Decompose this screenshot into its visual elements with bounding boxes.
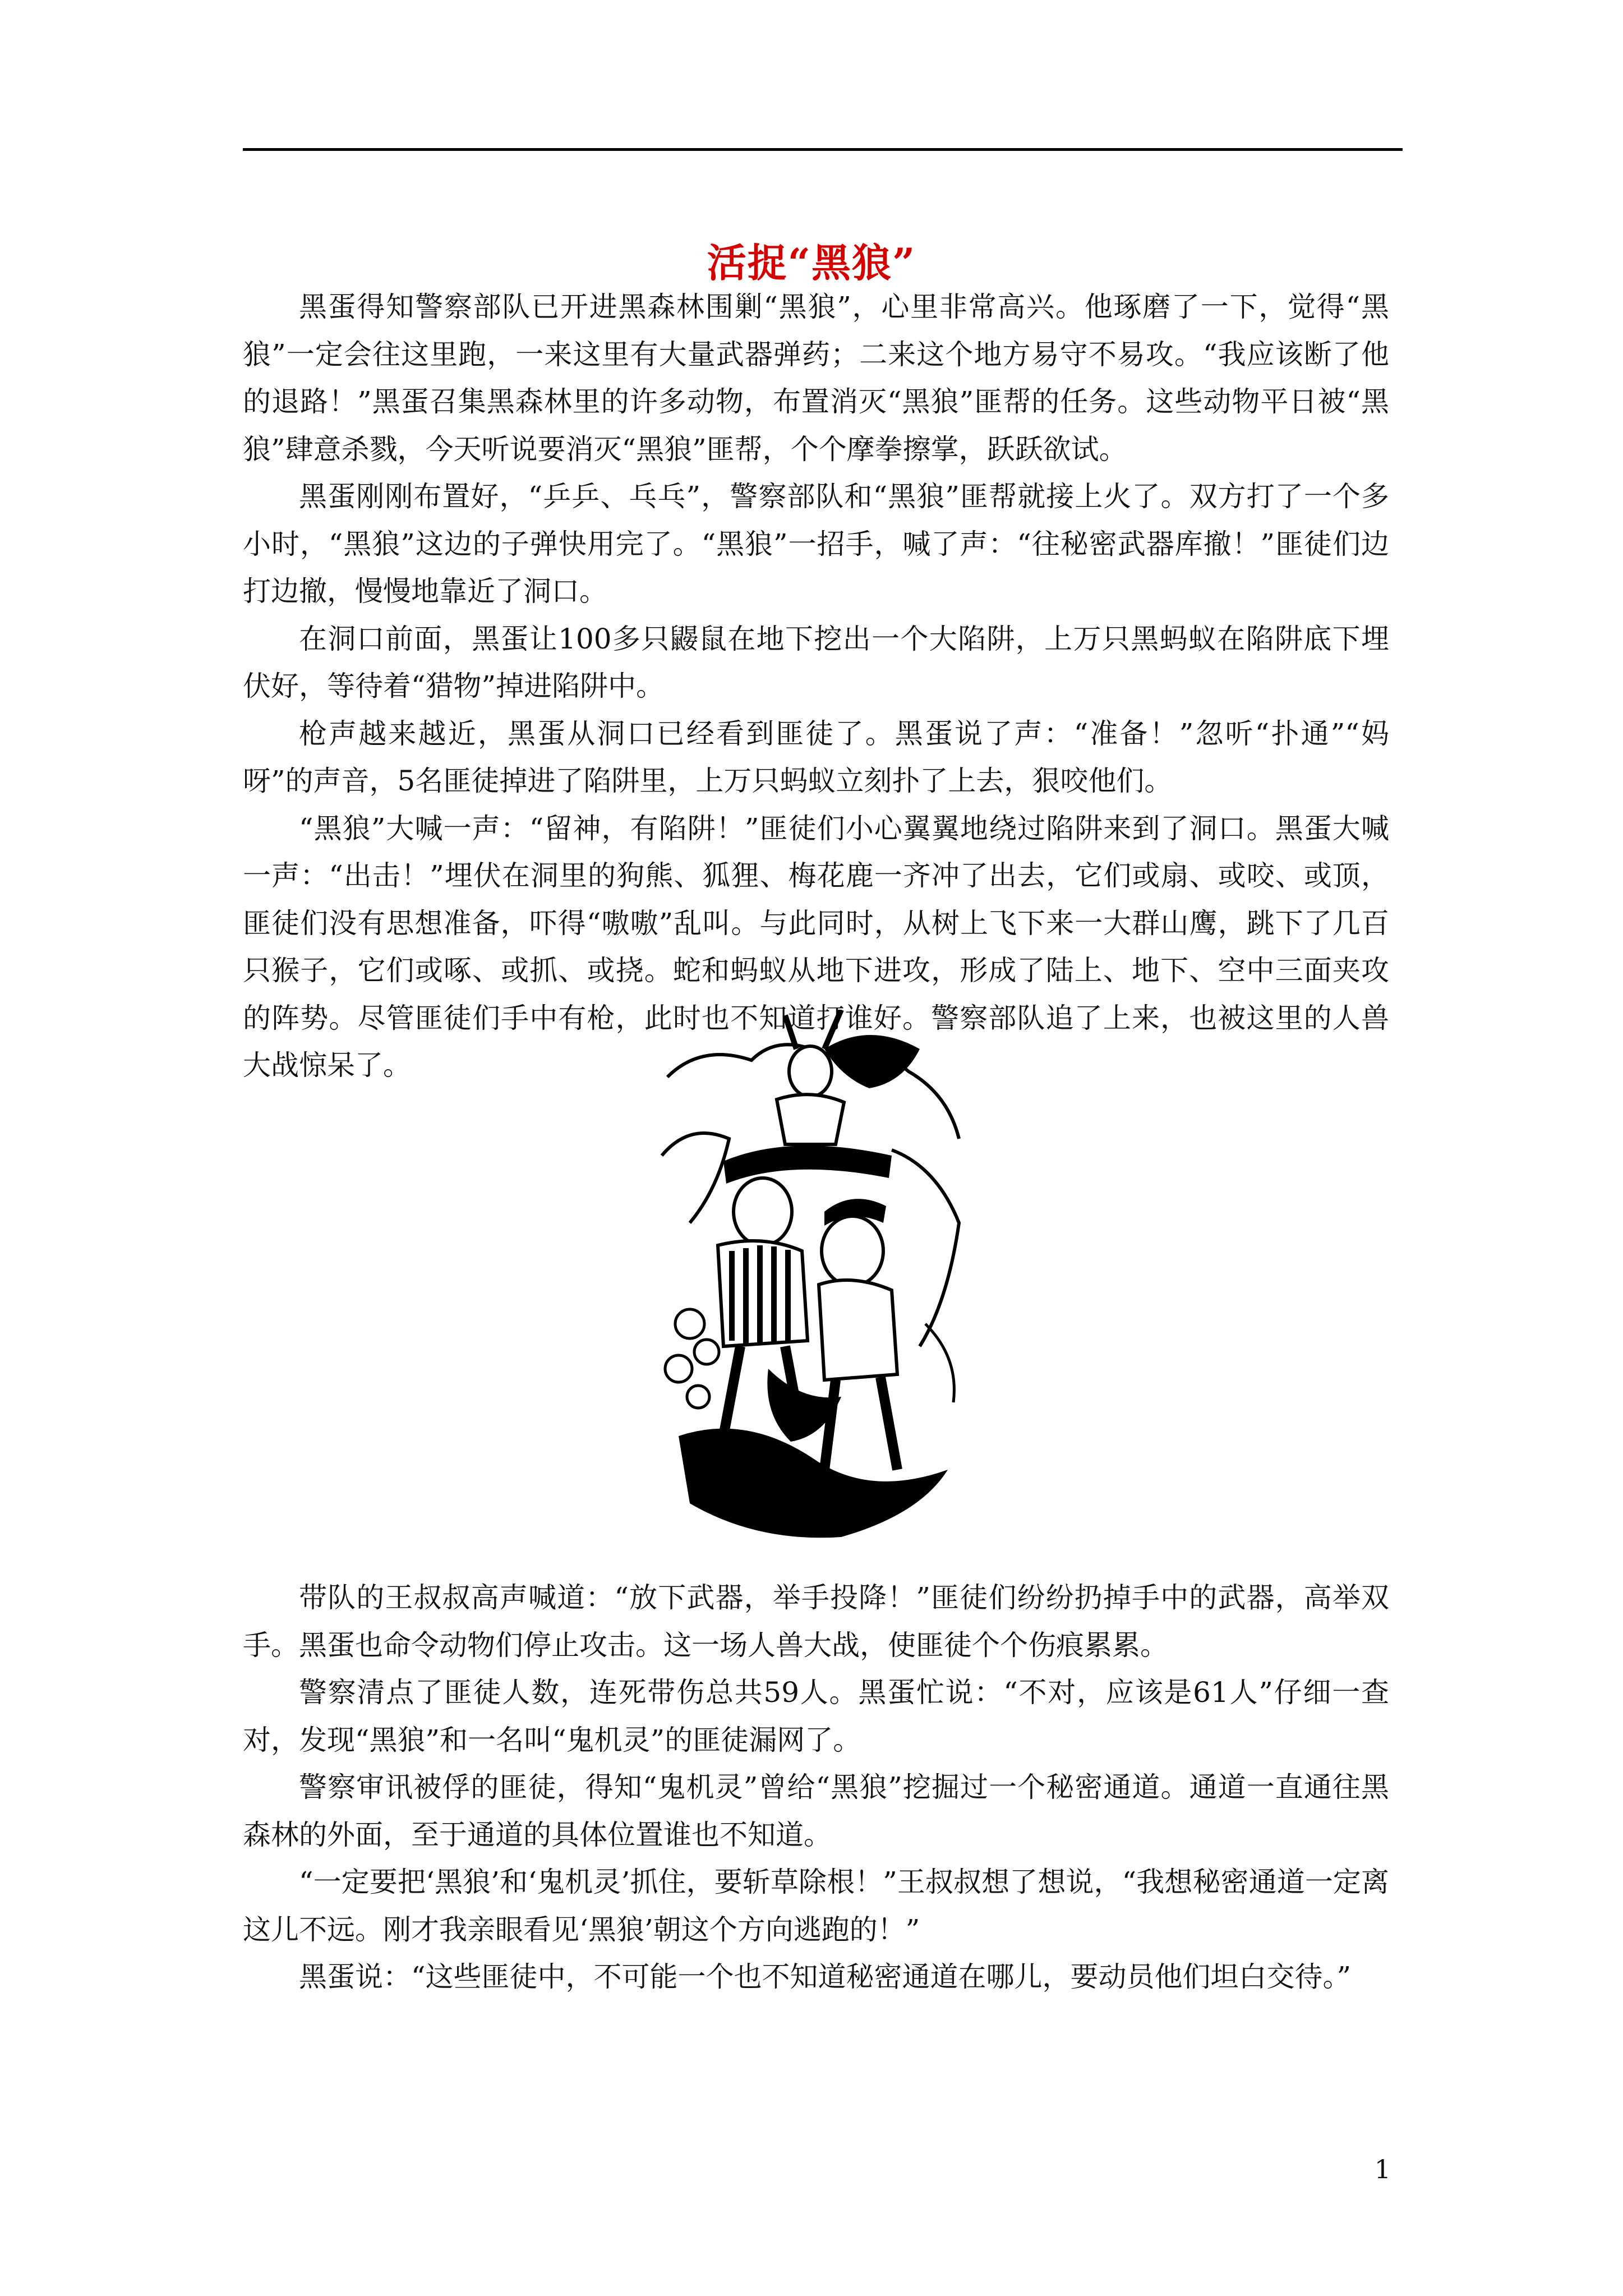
paragraph: 枪声越来越近，黑蛋从洞口已经看到匪徒了。黑蛋说了声：“准备！”忽听“扑通”“妈呀”的声音，5名匪徒掉进了陷阱里，上万只蚂蚁立刻扑了上去，狠咬他们。	[243, 717, 1389, 797]
page-title: 活捉“黑狼”	[707, 239, 916, 286]
paragraph: 在洞口前面，黑蛋让100多只鼹鼠在地下挖出一个大陷阱，上万只黑蚂蚁在陷阱底下埋伏好，等待着“猎物”掉进陷阱中。	[243, 622, 1389, 702]
paragraph: 带队的王叔叔高声喊道：“放下武器，举手投降！”匪徒们纷纷扔掉手中的武器，高举双手。黑蛋也命令动物们停止攻击。这一场人兽大战，使匪徒个个伤痕累累。	[243, 1581, 1389, 1662]
header-rule	[243, 148, 1403, 151]
paragraph: “黑狼”大喊一声：“留神，有陷阱！”匪徒们小心翼翼地绕过陷阱来到了洞口。黑蛋大喊一声：“出击！”埋伏在洞里的狗熊、狐狸、梅花鹿一齐冲了出去，它们或扇、或咬、或顶，匪徒们没有思想准备，吓得“嗷嗷”乱叫。与此同时，从树上飞下来一大群山鹰，跳下了几百只猴子，它们或啄、或抓、或挠。蛇和蚂蚁从地下进攻，形成了陆上、地下、空中三面夹攻的阵势。尽管匪徒们手中有枪，此时也不知道打谁好。警察部队追了上来，也被这里的人兽大战惊呆了。	[243, 812, 1389, 1082]
story-text-top	[243, 283, 1389, 1089]
paragraph: 黑蛋说：“这些匪徒中，不可能一个也不知道秘密通道在哪儿，要动员他们坦白交待。”	[299, 1961, 1352, 1993]
bandits-fleeing-illustration	[656, 1010, 970, 1548]
paragraph: “一定要把‘黑狼’和‘鬼机灵’抓住，要斩草除根！”王叔叔想了想说，“我想秘密通道一定离这儿不远。刚才我亲眼看见‘黑狼’朝这个方向逃跑的！”	[243, 1866, 1389, 1946]
paragraph: 黑蛋刚刚布置好，“乒乒、乓乓”，警察部队和“黑狼”匪帮就接上火了。双方打了一个多小时，“黑狼”这边的子弹快用完了。“黑狼”一招手，喊了声：“往秘密武器库撤！”匪徒们边打边撤，慢慢地靠近了洞口。	[243, 480, 1389, 608]
paragraph: 警察清点了匪徒人数，连死带伤总共59人。黑蛋忙说：“不对，应该是61人”仔细一查对，发现“黑狼”和一名叫“鬼机灵”的匪徒漏网了。	[243, 1676, 1389, 1756]
page-number: 1	[1374, 2154, 1391, 2184]
story-text-bottom	[243, 1574, 1389, 2001]
paragraph: 警察审讯被俘的匪徒，得知“鬼机灵”曾给“黑狼”挖掘过一个秘密通道。通道一直通往黑森林的外面，至于通道的具体位置谁也不知道。	[243, 1771, 1389, 1851]
paragraph: 黑蛋得知警察部队已开进黑森林围剿“黑狼”，心里非常高兴。他琢磨了一下，觉得“黑狼”一定会往这里跑，一来这里有大量武器弹药；二来这个地方易守不易攻。“我应该断了他的退路！”黑蛋召集黑森林里的许多动物，布置消灭“黑狼”匪帮的任务。这些动物平日被“黑狼”肆意杀戮，今天听说要消灭“黑狼”匪帮，个个摩拳擦掌，跃跃欲试。	[243, 291, 1389, 466]
